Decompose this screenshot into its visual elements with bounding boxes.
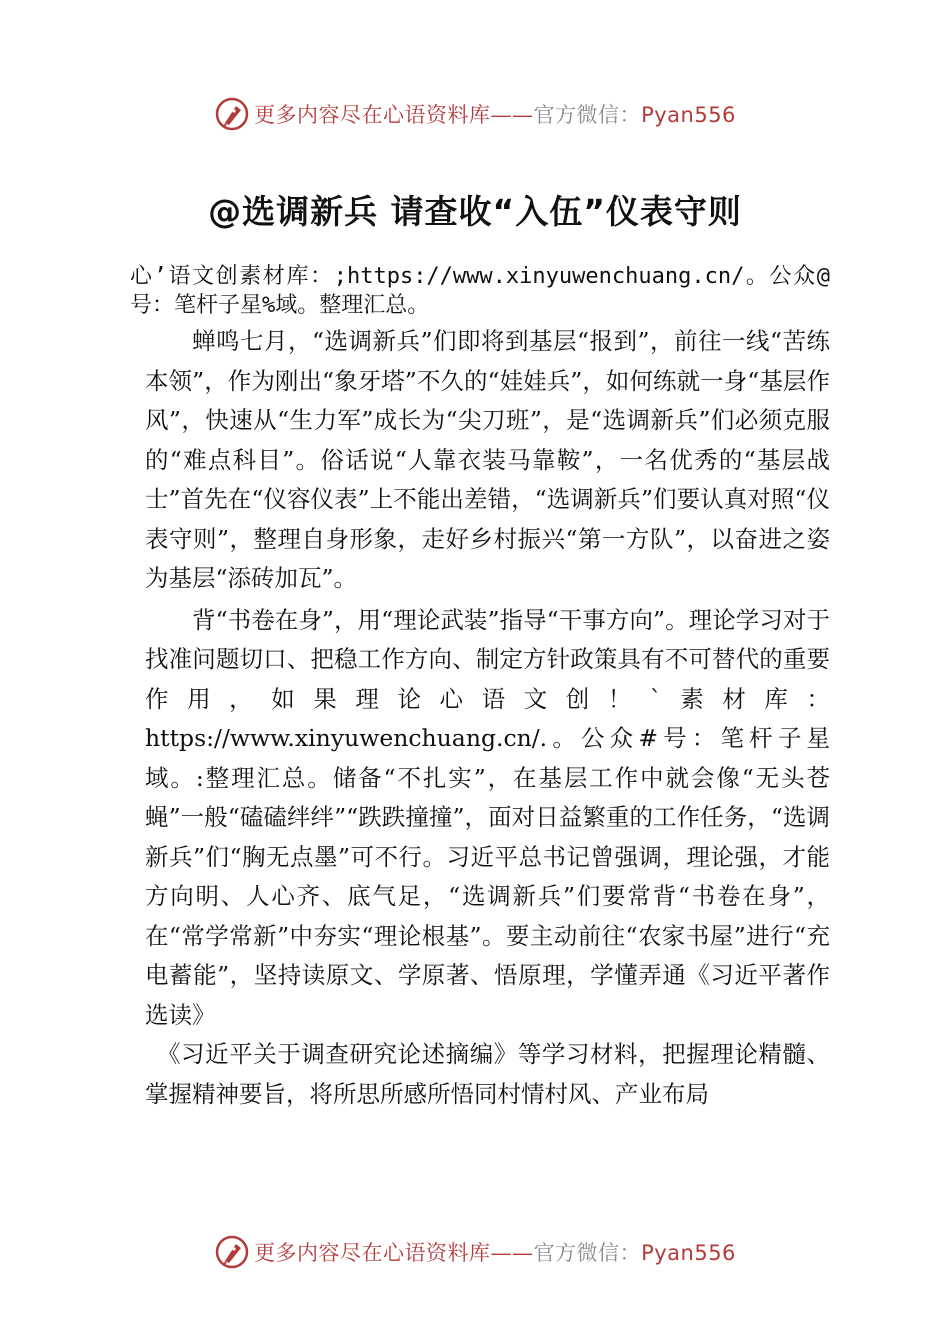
pen-nib-logo-icon (214, 1234, 250, 1270)
paragraph: 背“书卷在身”，用“理论武装”指导“干事方向”。理论学习对于找准问题切口、把稳工作方向、制定方针政策具有不可替代的重要作用，如果理论心语文创！`素材库：https://www.xinyuwenchuang.cn/.。公众#号：笔杆子星域。:整理汇总。储备“不扎实”，在基层工作中就会像“无头苍蝇”一般“磕磕绊绊”“跌跌撞撞”，面对日益繁重的工作任务，“选调新兵”们“胸无点墨”可不行。习近平总书记曾强调，理论强，才能方向明、人心齐、底气足，“选调新兵”们要常背“书卷在身”，在“常学常新”中夯实“理论根基”。要主动前往“农家书屋”进行“充电蓄能”，坚持读原文、学原著、悟原理，学懂弄通《习近平著作选读》 (145, 605, 830, 1029)
footer-banner (0, 1232, 950, 1272)
document-body (130, 262, 830, 1114)
banner-text: 更多内容尽在心语资料库——官方微信：Pyan556 (254, 103, 736, 127)
pen-nib-logo-icon (214, 96, 250, 132)
source-note: 心’语文创素材库：;https://www.xinyuwenchuang.cn/。公众@号：笔杆子星%域。整理汇总。 (130, 264, 830, 318)
banner-text: 更多内容尽在心语资料库——官方微信：Pyan556 (254, 1241, 736, 1265)
paragraph: 蝉鸣七月，“选调新兵”们即将到基层“报到”，前往一线“苦练本领”，作为刚出“象牙塔”不久的“娃娃兵”，如何练就一身“基层作风”，快速从“生力军”成长为“尖刀班”，是“选调新兵”们必须克服的“难点科目”。俗话说“人靠衣装马靠鞍”，一名优秀的“基层战士”首先在“仪容仪表”上不能出差错，“选调新兵”们要认真对照“仪表守则”，整理自身形象，走好乡村振兴“第一方队”，以奋进之姿为基层“添砖加瓦”。 (145, 327, 830, 592)
header-banner (0, 94, 950, 134)
document-title: @选调新兵 请查收“入伍”仪表守则 (208, 192, 742, 231)
paragraph: 《习近平关于调查研究论述摘编》等学习材料，把握理论精髓、掌握精神要旨，将所思所感所悟同村情村风、产业布局 (145, 1040, 830, 1108)
